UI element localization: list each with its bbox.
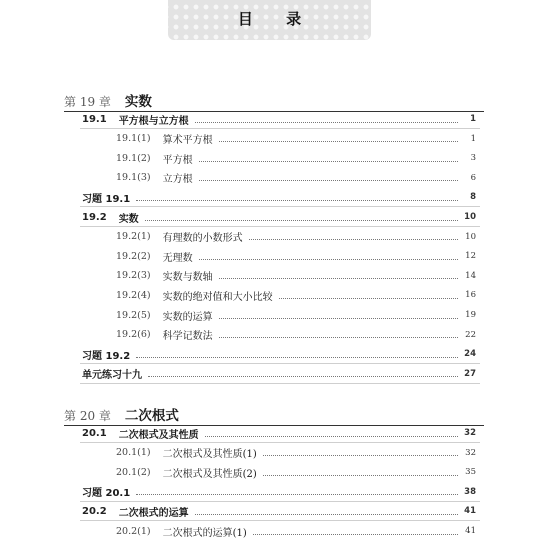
entry-title: 习题 19.2 <box>82 350 131 362</box>
page-number: 14 <box>465 270 476 281</box>
dot-leader <box>219 141 458 142</box>
toc-entry[interactable] <box>82 365 476 383</box>
toc-entry[interactable] <box>116 149 476 167</box>
dot-leader <box>263 475 458 476</box>
entry-number: 19.2(2) <box>116 250 151 262</box>
entry-title: 实数的绝对值和大小比较 <box>162 291 273 303</box>
page-number: 10 <box>465 231 476 242</box>
toc-entry[interactable] <box>82 345 476 363</box>
entry-number: 19.2(5) <box>116 309 151 321</box>
toc-entry[interactable] <box>116 463 476 481</box>
entry-number: 19.1(3) <box>116 172 151 184</box>
dot-leader <box>205 436 458 437</box>
toc-entry[interactable] <box>82 424 476 442</box>
page-number: 8 <box>470 192 476 203</box>
toc-entry[interactable] <box>82 110 476 128</box>
page-number: 38 <box>464 486 476 497</box>
dot-leader <box>195 122 458 123</box>
toc-header-banner <box>168 0 371 40</box>
page-number: 27 <box>464 368 476 379</box>
toc-entry[interactable] <box>116 306 476 324</box>
dot-leader <box>199 180 458 181</box>
page-number: 24 <box>464 349 476 360</box>
dot-leader <box>219 337 458 338</box>
entry-number: 20.1(1) <box>116 447 151 459</box>
toc-entry[interactable] <box>82 188 476 206</box>
toc-entry[interactable] <box>116 286 476 304</box>
page-number: 22 <box>465 329 476 340</box>
entry-title: 实数的运算 <box>162 311 213 323</box>
toc-title: 目 录 <box>237 10 316 28</box>
entry-title: 习题 20.1 <box>82 488 131 500</box>
page-number: 35 <box>465 467 476 478</box>
page-number: 41 <box>465 526 476 536</box>
dot-leader <box>219 278 458 279</box>
page-number: 19 <box>465 310 476 320</box>
toc-entry[interactable] <box>116 267 476 285</box>
entry-number: 20.1(2) <box>116 466 151 478</box>
entry-title: 二次根式的运算(1) <box>162 527 247 539</box>
chapter-heading <box>64 404 484 426</box>
toc-entry[interactable] <box>82 502 476 520</box>
page-number: 16 <box>465 290 476 301</box>
chapter-number: 第 19 章 <box>64 95 111 109</box>
toc-entry[interactable] <box>82 483 476 501</box>
entry-title: 二次根式及其性质(1) <box>162 449 257 461</box>
entry-title: 平方根与立方根 <box>118 115 189 127</box>
entry-title: 无理数 <box>162 252 193 264</box>
chapter-title: 实数 <box>124 94 152 110</box>
page-number: 12 <box>465 251 476 262</box>
toc-entry[interactable] <box>116 444 476 462</box>
chapter-heading <box>64 90 484 112</box>
page-number: 1 <box>470 133 476 144</box>
entry-divider <box>80 383 480 384</box>
entry-title: 科学记数法 <box>162 331 213 343</box>
entry-number: 19.2 <box>82 211 107 223</box>
entry-number: 19.1(2) <box>116 152 151 164</box>
page-number: 32 <box>464 428 476 438</box>
chapter-title: 二次根式 <box>124 408 179 424</box>
page-number: 6 <box>470 172 476 183</box>
dot-leader <box>195 514 458 515</box>
dot-leader <box>263 455 458 456</box>
entry-number: 19.1(1) <box>116 133 151 145</box>
entry-title: 立方根 <box>162 174 193 186</box>
entry-title: 算术平方根 <box>162 135 213 147</box>
dot-leader <box>148 376 458 377</box>
dot-leader <box>253 534 458 535</box>
dot-leader <box>279 298 458 299</box>
dot-leader <box>219 318 458 319</box>
entry-title: 单元练习十九 <box>82 370 142 382</box>
chapter-number: 第 20 章 <box>64 409 111 423</box>
toc-entry[interactable] <box>116 169 476 187</box>
dot-leader <box>199 161 458 162</box>
page-number: 41 <box>464 506 476 517</box>
toc-entry[interactable] <box>116 130 476 148</box>
dot-leader <box>145 220 458 221</box>
entry-number: 19.2(4) <box>116 289 151 301</box>
entry-number: 20.2 <box>82 505 107 517</box>
entry-title: 实数与数轴 <box>162 272 213 284</box>
dot-leader <box>136 200 458 201</box>
toc-entry[interactable] <box>116 247 476 265</box>
toc-entry[interactable] <box>116 326 476 344</box>
toc-entry[interactable] <box>116 522 476 540</box>
entry-number: 20.2(1) <box>116 525 151 537</box>
entry-number: 19.1 <box>82 113 107 125</box>
dot-leader <box>136 494 458 495</box>
dot-leader <box>199 259 458 260</box>
entry-number: 20.1 <box>82 427 107 439</box>
page-number: 3 <box>470 153 476 164</box>
entry-title: 二次根式的运算 <box>118 507 189 519</box>
entry-title: 二次根式及其性质 <box>118 429 199 441</box>
entry-title: 平方根 <box>162 154 193 166</box>
entry-title: 有理数的小数形式 <box>162 233 243 245</box>
dot-leader <box>249 239 458 240</box>
entry-number: 19.2(3) <box>116 270 151 282</box>
entry-number: 19.2(1) <box>116 231 151 243</box>
entry-number: 19.2(6) <box>116 329 151 341</box>
page-number: 10 <box>464 212 476 222</box>
entry-title: 习题 19.1 <box>82 193 131 205</box>
dot-leader <box>136 357 458 358</box>
entry-title: 实数 <box>118 213 139 225</box>
page-number: 32 <box>465 447 476 458</box>
page-number: 1 <box>470 114 476 124</box>
toc-entry[interactable] <box>116 228 476 246</box>
toc-entry[interactable] <box>82 208 476 226</box>
entry-title: 二次根式及其性质(2) <box>162 468 257 480</box>
